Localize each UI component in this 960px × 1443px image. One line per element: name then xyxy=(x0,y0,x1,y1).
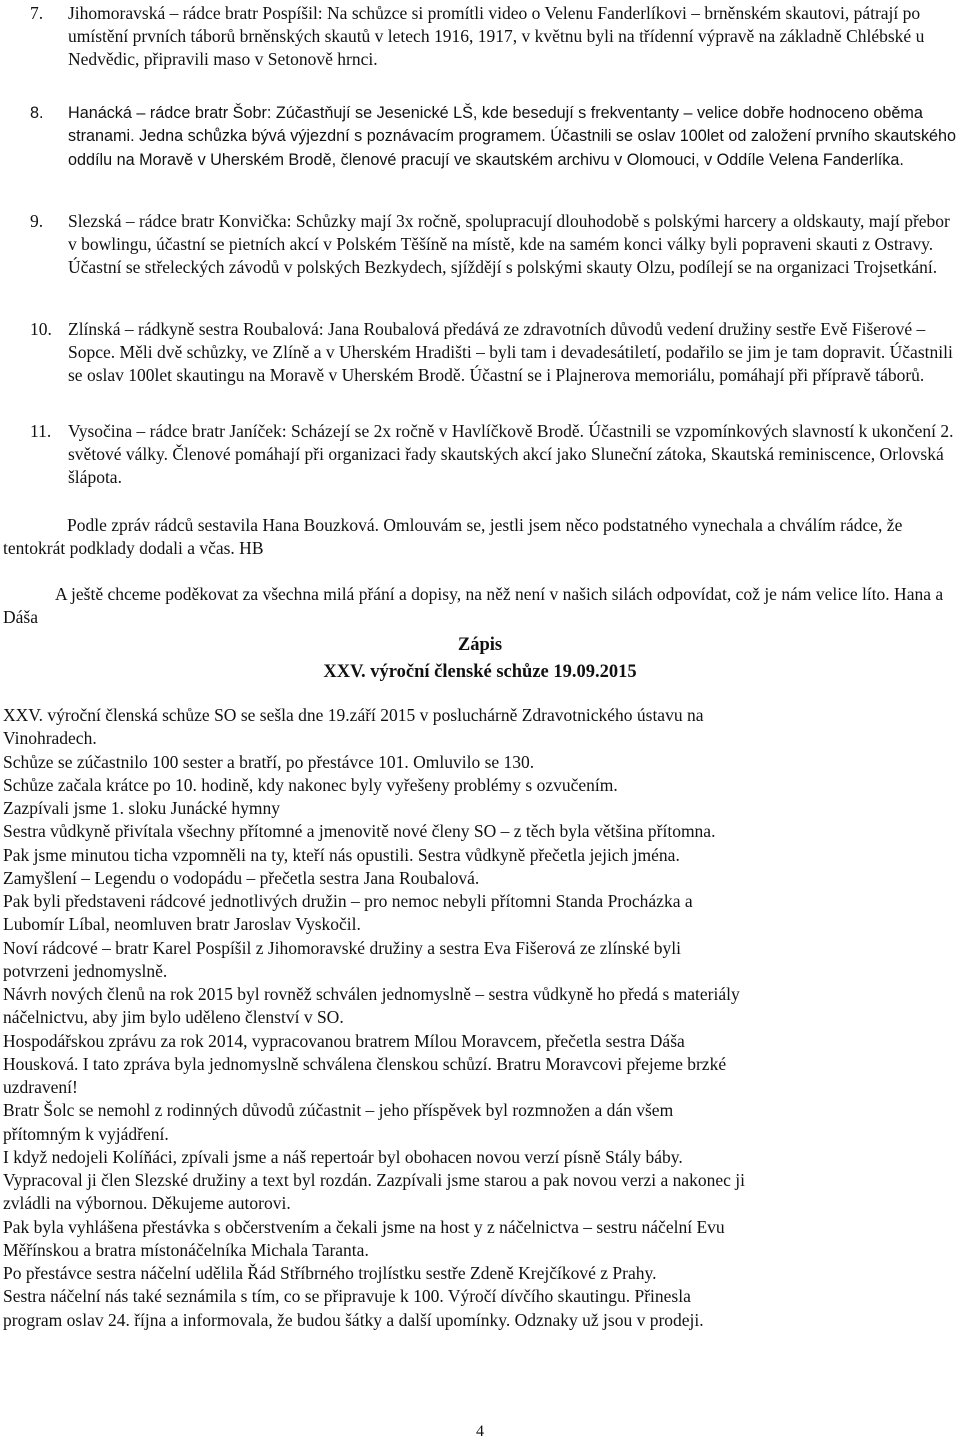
minutes-line: Noví rádcové – bratr Karel Pospíšil z Jihomoravské družiny a sestra Eva Fišerová ze zlínské byli xyxy=(3,937,681,958)
minutes-line: Měřínskou a bratra místonáčelníka Michala Taranta. xyxy=(3,1239,369,1260)
list-number: 7. xyxy=(30,3,44,23)
minutes-line: Sestra náčelní nás také seznámila s tím, co se připravuje k 100. Výročí dívčího skautingu. Přinesla xyxy=(3,1286,691,1307)
list-item xyxy=(30,318,960,388)
minutes-line: Bratr Šolc se nemohl z rodinných důvodů zúčastnit – jeho příspěvek byl rozmnožen a dán všem xyxy=(3,1100,674,1121)
list-number: 10. xyxy=(30,319,52,339)
minutes-line: Návrh nových členů na rok 2015 byl rovněž schválen jednomyslně – sestra vůdkyně ho předá s materiály xyxy=(3,984,740,1004)
list-number: 8. xyxy=(30,104,44,122)
list-number: 11. xyxy=(30,421,52,441)
minutes-line: XXV. výroční členská schůze SO se sešla dne 19.září 2015 v posluchárně Zdravotnického ústavu na xyxy=(3,705,704,725)
list-text: Hanácká – rádce bratr Šobr: Zúčastňují se Jesenické LŠ, kde besedují s frekventanty – velice dobře hodnoceno oběma stranami. Jedna schůzka bývá výjezdní s poznávacím programem. Účastnili se oslav 100let od založení prvního skautského oddílu na Moravě v Uherském Brodě, členové pracují ve skautském archivu v Olomouci, v Oddíle Velena Fanderlíka. xyxy=(68,104,957,169)
minutes-line: Pak jsme minutou ticha vzpomněli na ty, kteří nás opustili. Sestra vůdkyně přečetla jejich jména. xyxy=(3,844,680,865)
page-subtitle: XXV. výroční členské schůze 19.09.2015 xyxy=(323,662,637,682)
list-item xyxy=(30,2,960,72)
list-text: Slezská – rádce bratr Konvička: Schůzky mají 3x ročně, spolupracují dlouhodobě s polskými harcery a oldskauty, mají přebor v bowlingu, účastní se pietních akcí v Polském Těšíně na místě, kde na samém konci války byli popraveni skauti z Ostravy. Účastní se střeleckých závodů v polských Bezkydech, sjíždějí s polskými skauty Olzu, podílejí se na organizaci Trojsetkání. xyxy=(68,211,950,278)
list-number: 9. xyxy=(30,211,44,231)
list-item xyxy=(30,420,960,490)
minutes-line: potvrzeni jednomyslně. xyxy=(3,960,168,981)
minutes-line: Hospodářskou zprávu za rok 2014, vypracovanou bratrem Mílou Moravcem, přečetla sestra Dáša xyxy=(3,1030,685,1051)
list-item xyxy=(30,102,960,172)
minutes-line: Sestra vůdkyně přivítala všechny přítomné a jmenovitě nové členy SO – z těch byla většina přítomna. xyxy=(3,821,716,842)
minutes-line: Zamyšlení – Legendu o vodopádu – přečetla sestra Jana Roubalová. xyxy=(3,867,480,888)
minutes-line: uzdravení! xyxy=(3,1077,78,1097)
list-text: Jihomoravská – rádce bratr Pospíšil: Na schůzce si promítli video o Velenu Fanderlíkovi – brněnském skautovi, pátrají po umístění prvních táborů brněnských skautů v letech 1916, 1917, v květnu byli na třídenní výpravě na základně Chlébské u Nedvědic, připravili maso v Setonově hrnci. xyxy=(68,3,925,70)
minutes-line: Schůze začala krátce po 10. hodině, kdy nakonec byly vyřešeny problémy s ozvučením. xyxy=(3,774,618,795)
thanks-note: A ještě chceme poděkovat za všechna milá přání a dopisy, na něž není v našich silách odpovídat, což je nám velice líto. Hana a Dáša xyxy=(3,584,944,628)
minutes-line: Lubomír Líbal, neomluven bratr Jaroslav Vyskočil. xyxy=(3,914,361,935)
minutes-line: náčelnictvu, aby jim bylo uděleno členství v SO. xyxy=(3,1007,344,1028)
list-item xyxy=(30,210,960,280)
page-title: Zápis xyxy=(457,635,503,655)
minutes-line: Vinohradech. xyxy=(3,728,97,749)
minutes-line: Pak byla vyhlášena přestávka s občerstvením a čekali jsme na host y z náčelnictva – sestru náčelní Evu xyxy=(3,1216,725,1237)
minutes-line: zvládli na výbornou. Děkujeme autorovi. xyxy=(3,1193,291,1214)
list-text: Zlínská – rádkyně sestra Roubalová: Jana Roubalová předává ze zdravotních důvodů vedení družiny sestře Evě Fišerové – Sopce. Měli dvě schůzky, ve Zlíně a v Uherském Hradišti – byli tam i devadesátiletí, podařilo se jim je tam dopravit. Účastnili se oslav 100let skautingu na Moravě v Uherském Brodě. Účastní se i Plajnerova memoriálu, pomáhají při přípravě táborů. xyxy=(68,319,953,386)
minutes-line: I když nedojeli Kolíňáci, zpívali jsme a náš repertoár byl obohacen novou verzí písně Stály báby. xyxy=(3,1146,683,1167)
minutes-line: program oslav 24. října a informovala, že budou šátky a další upomínky. Odznaky už jsou v prodeji. xyxy=(3,1309,704,1330)
minutes-line: Housková. I tato zpráva byla jednomyslně schválena členskou schůzí. Bratru Moravcovi přejeme brzké xyxy=(3,1053,727,1074)
list-text: Vysočina – rádce bratr Janíček: Scházejí se 2x ročně v Havlíčkově Brodě. Účastnili se vzpomínkových slavností k ukončení 2. světové války. Členové pomáhají při organizaci řady skautských akcí jako Sluneční zátoka, Skautská reminiscence, Orlovská šlápota. xyxy=(68,421,954,488)
report-note: Podle zpráv rádců sestavila Hana Bouzková. Omlouvám se, jestli jsem něco podstatného vynechala a chválím rádce, že tentokrát podklady dodali a včas. HB xyxy=(3,515,903,559)
page-number: 4 xyxy=(476,1423,484,1440)
minutes-line: přítomným k vyjádření. xyxy=(3,1123,169,1144)
minutes-line: Po přestávce sestra náčelní udělila Řád Stříbrného trojlístku sestře Zdeně Krejčíkové z Prahy. xyxy=(3,1263,657,1283)
minutes-line: Vypracoval ji člen Slezské družiny a text byl rozdán. Zazpívali jsme starou a pak novou verzi a nakonec ji xyxy=(3,1170,746,1190)
minutes-line: Pak byli představeni rádcové jednotlivých družin – pro nemoc nebyli přítomni Standa Procházka a xyxy=(3,891,693,911)
minutes-line: Zazpívali jsme 1. sloku Junácké hymny xyxy=(3,798,281,818)
minutes-line: Schůze se zúčastnilo 100 sester a bratří, po přestávce 101. Omluvilo se 130. xyxy=(3,751,535,772)
